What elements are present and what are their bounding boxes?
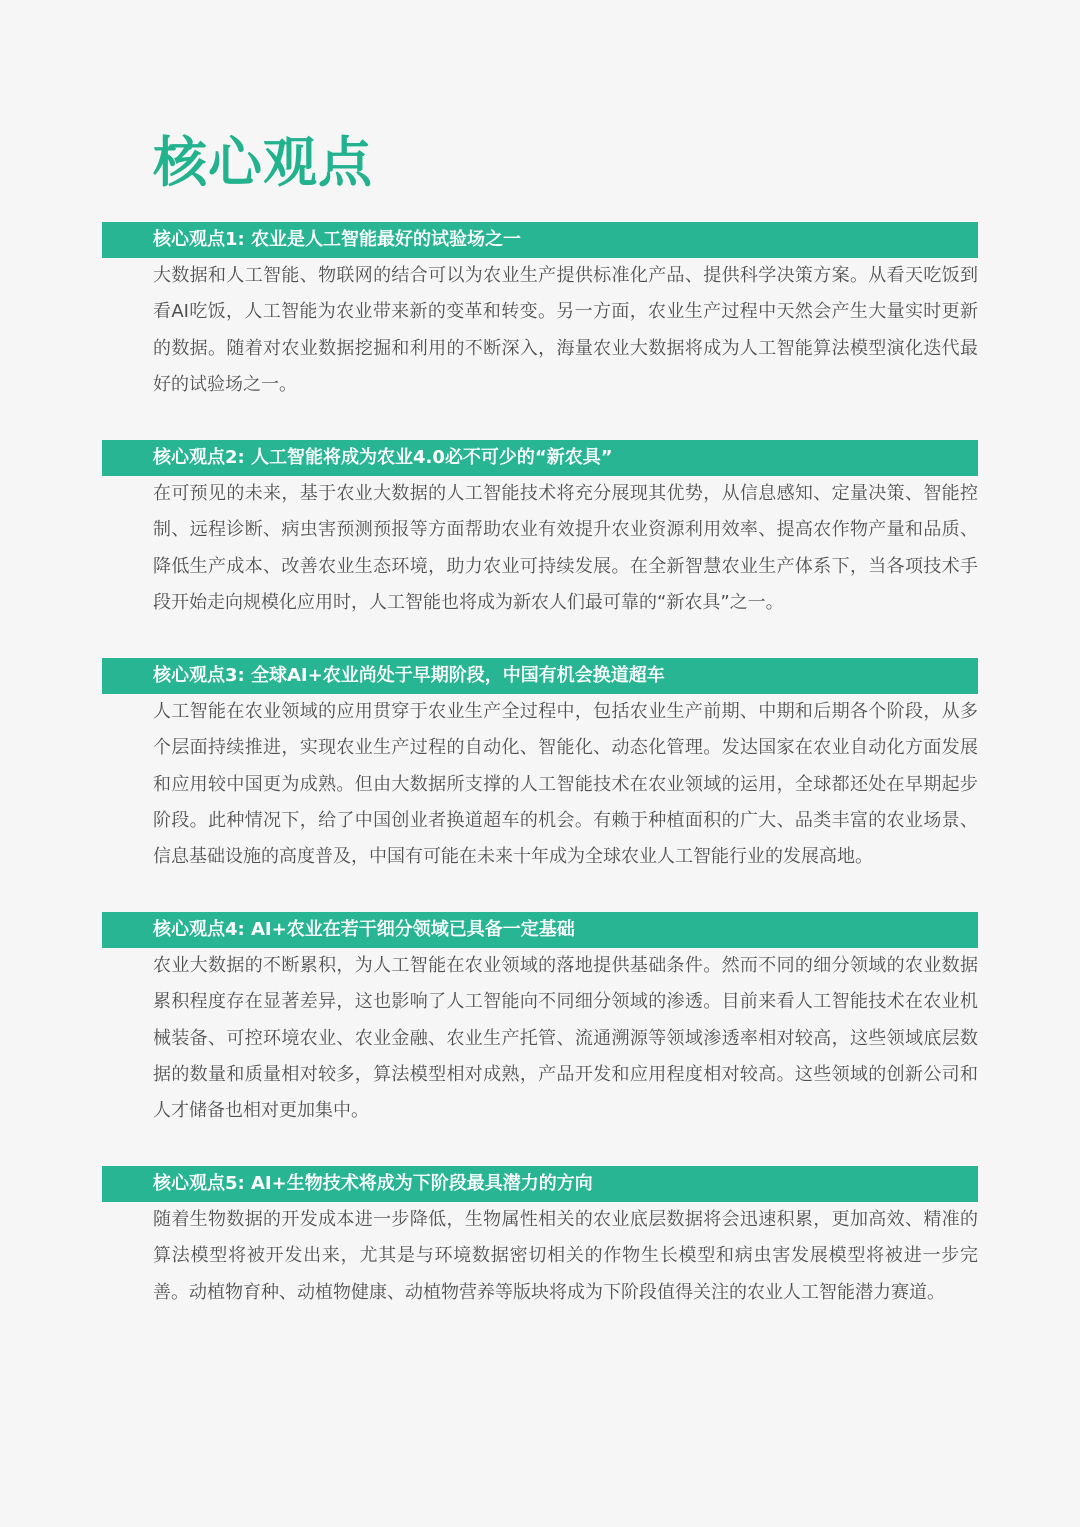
key-point-5-body: 随着生物数据的开发成本进一步降低，生物属性相关的农业底层数据将会迅速积累，更加高效、精准的算法模型将被开发出来，尤其是与环境数据密切相关的作物生长模型和病虫害发展模型将被进一步完善。动植物育种、动植物健康、动植物营养等版块将成为下阶段值得关注的农业人工智能潜力赛道。 (153, 1209, 978, 1303)
key-point-3-heading: 核心观点3: 全球AI+农业尚处于早期阶段，中国有机会换道超车 (102, 658, 978, 694)
key-point-2 (102, 440, 978, 621)
key-point-3-body: 人工智能在农业领域的应用贯穿于农业生产全过程中，包括农业生产前期、中期和后期各个阶段，从多个层面持续推进，实现农业生产过程的自动化、智能化、动态化管理。发达国家在农业自动化方面发展和应用较中国更为成熟。但由大数据所支撑的人工智能技术在农业领域的运用，全球都还处在早期起步阶段。此种情况下，给了中国创业者换道超车的机会。有赖于种植面积的广大、品类丰富的农业场景、信息基础设施的高度普及，中国有可能在未来十年成为全球农业人工智能行业的发展高地。 (153, 701, 978, 868)
key-point-5 (102, 1166, 978, 1311)
key-point-3 (102, 658, 978, 875)
key-point-1-heading: 核心观点1: 农业是人工智能最好的试验场之一 (102, 222, 978, 258)
key-point-4 (102, 912, 978, 1129)
key-point-2-heading: 核心观点2: 人工智能将成为农业4.0必不可少的“新农具” (102, 440, 978, 476)
key-point-1-body: 大数据和人工智能、物联网的结合可以为农业生产提供标准化产品、提供科学决策方案。从看天吃饭到看AI吃饭，人工智能为农业带来新的变革和转变。另一方面，农业生产过程中天然会产生大量实时更新的数据。随着对农业数据挖掘和利用的不断深入，海量农业大数据将成为人工智能算法模型演化迭代最好的试验场之一。 (153, 265, 978, 395)
key-point-4-body: 农业大数据的不断累积，为人工智能在农业领域的落地提供基础条件。然而不同的细分领域的农业数据累积程度存在显著差异，这也影响了人工智能向不同细分领域的渗透。目前来看人工智能技术在农业机械装备、可控环境农业、农业金融、农业生产托管、流通溯源等领域渗透率相对较高，这些领域底层数据的数量和质量相对较多，算法模型相对成熟，产品开发和应用程度相对较高。这些领域的创新公司和人才储备也相对更加集中。 (153, 955, 978, 1122)
page-title: 核心观点 (153, 131, 373, 194)
key-point-4-heading: 核心观点4: AI+农业在若干细分领域已具备一定基础 (102, 912, 978, 948)
key-point-2-body: 在可预见的未来，基于农业大数据的人工智能技术将充分展现其优势，从信息感知、定量决策、智能控制、远程诊断、病虫害预测预报等方面帮助农业有效提升农业资源利用效率、提高农作物产量和品质、降低生产成本、改善农业生态环境，助力农业可持续发展。在全新智慧农业生产体系下，当各项技术手段开始走向规模化应用时，人工智能也将成为新农人们最可靠的“新农具”之一。 (153, 483, 978, 613)
key-point-1 (102, 222, 978, 403)
key-point-5-heading: 核心观点5: AI+生物技术将成为下阶段最具潜力的方向 (102, 1166, 978, 1202)
